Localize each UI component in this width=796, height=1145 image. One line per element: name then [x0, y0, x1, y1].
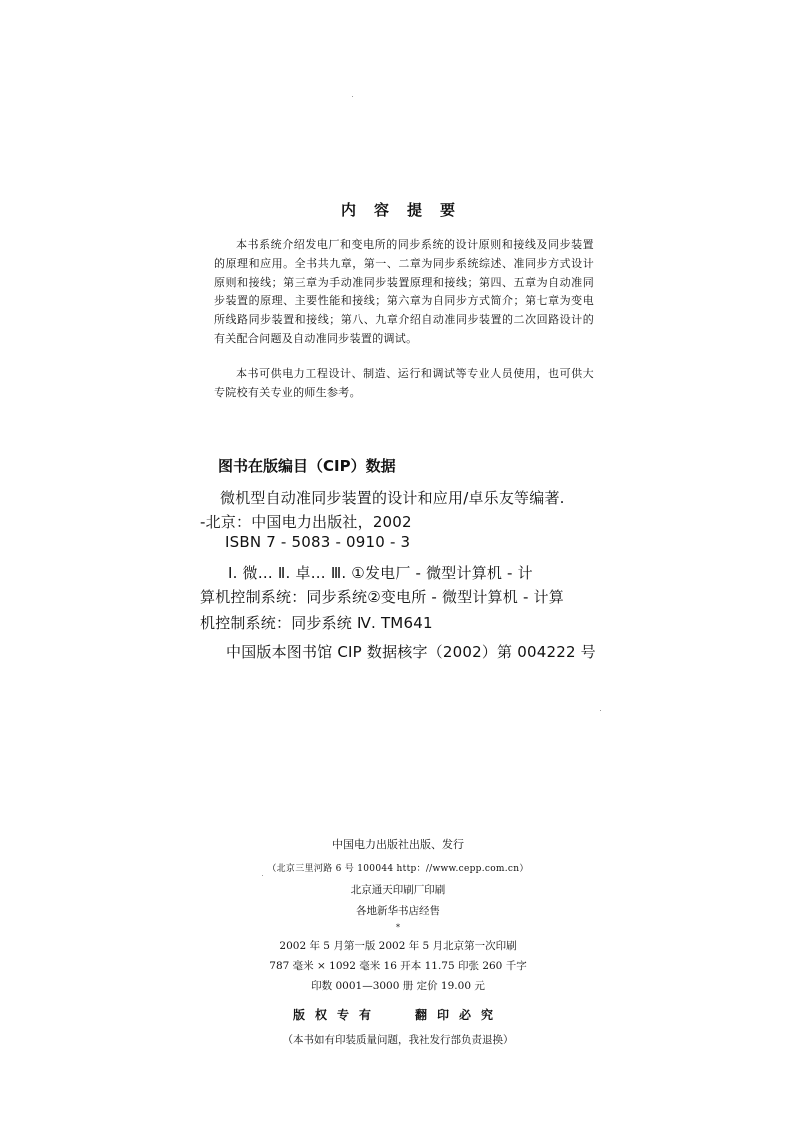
cip-subject-line-1: Ⅰ. 微… Ⅱ. 卓… Ⅲ. ①发电厂 - 微型计算机 - 计 [228, 564, 533, 582]
cip-record-number: 中国版本图书馆 CIP 数据核字（2002）第 004222 号 [226, 643, 596, 661]
distributor: 各地新华书店经售 [356, 905, 440, 917]
edition-info: 2002 年 5 月第一版 2002 年 5 月北京第一次印刷 [279, 940, 517, 952]
cip-subject-line-3: 机控制系统：同步系统 Ⅳ. TM641 [200, 614, 433, 632]
printer-name: 北京通天印刷厂印刷 [350, 884, 446, 896]
scan-speck [352, 96, 353, 97]
format-info: 787 毫米 × 1092 毫米 16 开本 11.75 印张 260 千字 [269, 960, 527, 972]
copyright-right: 翻印必究 [415, 1008, 504, 1022]
summary-title: 内容提要 [340, 201, 473, 219]
scan-speck [600, 710, 601, 711]
return-policy: （本书如有印装质量问题，我社发行部负责退换） [282, 1034, 514, 1046]
print-run-price: 印数 0001—3000 册 定价 19.00 元 [311, 980, 485, 992]
cip-title-line: 微机型自动准同步装置的设计和应用/卓乐友等编著. [220, 489, 565, 507]
copyright-left: 版权专有 [292, 1008, 381, 1022]
separator-star: * [396, 923, 400, 932]
summary-paragraph-1: 本书系统介绍发电厂和变电所的同步系统的设计原则和接线及同步装置的原理和应用。全书共九章，第一、二章为同步系统综述、准同步方式设计原则和接线；第三章为手动准同步装置原理和接线；第四、五章为自动准同步装置的原理、主要性能和接线；第六章为自同步方式简介；第七章为变电所线路同步装置和接线；第八、九章介绍自动准同步装置的二次回路设计的有关配合问题及自动准同步装置的调试。 [214, 238, 594, 345]
cip-isbn-line: ISBN 7 - 5083 - 0910 - 3 [225, 533, 411, 551]
summary-paragraph-2: 本书可供电力工程设计、制造、运行和调试等专业人员使用，也可供大专院校有关专业的师生参考。 [214, 367, 594, 399]
scan-speck [262, 875, 263, 876]
copyright-notice [0, 1006, 796, 1023]
cip-publisher-line: -北京：中国电力出版社，2002 [200, 513, 412, 531]
publisher-name: 中国电力出版社出版、发行 [332, 838, 464, 851]
cip-heading: 图书在版编目（CIP）数据 [218, 457, 396, 475]
cip-subject-line-2: 算机控制系统：同步系统②变电所 - 微型计算机 - 计算 [200, 588, 564, 606]
publisher-address: （北京三里河路 6 号 100044 http：//www.cepp.com.cn） [267, 864, 529, 874]
